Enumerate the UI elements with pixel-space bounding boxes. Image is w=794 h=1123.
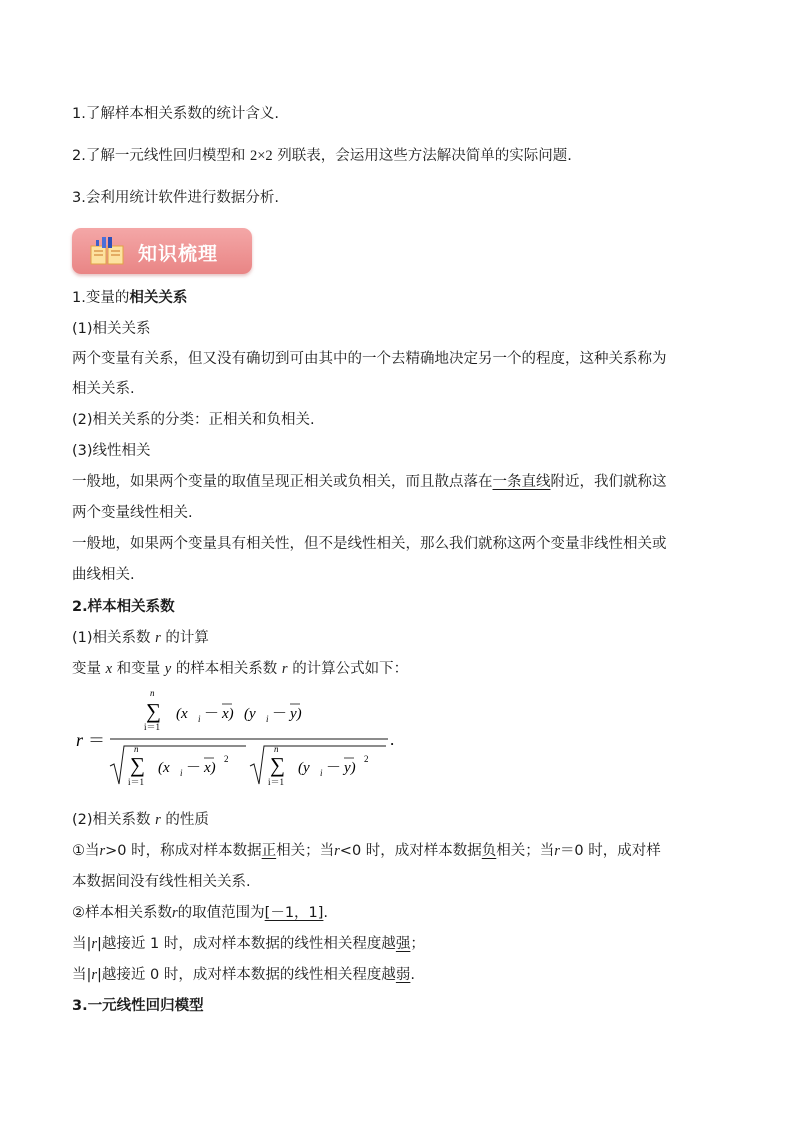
c2-r: r (172, 905, 178, 921)
s2-p2-title (72, 808, 209, 829)
c1-f: ＝0 时，成对样 (559, 843, 661, 859)
objective-2-part-a: 2.了解一元线性回归模型和 (72, 148, 246, 164)
c1-r2: r (334, 843, 340, 859)
negative-term: 负 (481, 843, 497, 859)
den1-sum-lower: i＝1 (128, 777, 145, 787)
range-value: [－1，1] (264, 905, 324, 921)
objective-2 (72, 144, 572, 165)
s1-p1-body-a: 两个变量有关系，但又没有确切到可由其中的一个去精确地决定另一个的程度，这种关系称为 (72, 351, 667, 367)
s2-p1-b: 的计算 (165, 630, 209, 646)
num-sub-i-2: i (266, 714, 269, 724)
s2-intro-b: 和变量 (116, 661, 161, 677)
num-sum-upper: n (150, 690, 155, 698)
objective-1: 1.了解样本相关系数的统计含义. (72, 106, 279, 122)
s2-p1-var: r (155, 630, 161, 646)
den2-sum: ∑ (270, 753, 285, 777)
s2-intro-a: 变量 (72, 661, 101, 677)
num-ybar: y) (290, 706, 302, 722)
den2-sum-upper: n (274, 744, 279, 754)
den1-sum: ∑ (130, 753, 145, 777)
s2-c3 (72, 932, 425, 953)
den1-term: (x (158, 760, 170, 776)
s1-p3-title: (3)线性相关 (72, 443, 151, 459)
s2-intro-x: x (105, 661, 113, 677)
banner-title: 知识梳理 (138, 243, 219, 265)
c3-r: r (91, 936, 98, 952)
den2-sum-lower: i＝1 (268, 777, 285, 787)
positive-term: 正 (261, 843, 277, 859)
s2-p1-title (72, 626, 209, 647)
objective-2-table-size: 2×2 (249, 148, 273, 164)
den1-xbar: x) (204, 760, 216, 776)
den1-sum-upper: n (134, 744, 139, 754)
s2-p1-a: (1)相关系数 (72, 630, 151, 646)
den2-sub-i: i (320, 768, 323, 778)
s2-p2-var: r (155, 812, 161, 828)
c1-b: >0 时，称成对样本数据 (105, 843, 262, 859)
c4-c: . (410, 967, 415, 983)
s1-p3-body-d: 曲线相关. (72, 567, 135, 583)
den1-minus: － (186, 760, 202, 776)
s2-heading: 2.样本相关系数 (72, 599, 175, 615)
s1-p1-title: (1)相关关系 (72, 321, 151, 337)
num-factor-2: (y (244, 706, 256, 722)
c1-a: ①当 (72, 843, 100, 859)
objective-3: 3.会利用统计软件进行数据分析. (72, 190, 279, 206)
s2-intro (72, 657, 408, 678)
c4-a: 当| (72, 967, 92, 983)
formula-lhs: r (76, 730, 84, 750)
c1-d: <0 时，成对样本数据 (339, 843, 482, 859)
formula-period: . (390, 730, 395, 749)
c1-r3: r (554, 843, 560, 859)
s1-p3-body-a2: 附近，我们就称这 (550, 474, 667, 490)
num-factor-1: (x (176, 706, 188, 722)
s2-p2-a: (2)相关系数 (72, 812, 151, 828)
c4-b: |越接近 0 时，成对样本数据的线性相关程度越 (97, 967, 396, 983)
num-minus-2: － (272, 706, 288, 722)
num-minus-1: － (204, 706, 220, 722)
num-xbar: x) (222, 706, 234, 722)
c3-b: |越接近 1 时，成对样本数据的线性相关程度越 (97, 936, 396, 952)
s2-c1-line1 (72, 839, 661, 860)
den2-sq: 2 (364, 754, 369, 764)
s3-heading: 3.一元线性回归模型 (72, 998, 204, 1014)
s2-intro-r: r (281, 661, 288, 677)
num-sub-i-1: i (198, 714, 201, 724)
den1-sq: 2 (224, 754, 229, 764)
c1-e: 相关；当 (496, 843, 555, 859)
c1-c: 相关；当 (276, 843, 335, 859)
c3-a: 当| (72, 936, 92, 952)
s2-intro-y: y (164, 661, 172, 677)
correlation-formula (76, 690, 406, 790)
c2-b: 的取值范围为 (177, 905, 265, 921)
num-sum: ∑ (146, 699, 161, 723)
s2-c2 (72, 901, 328, 922)
c4-r: r (91, 967, 98, 983)
s1-p3-body-c: 一般地，如果两个变量具有相关性，但不是线性相关，那么我们就称这两个变量非线性相关或 (72, 536, 667, 552)
objective-2-part-b: 列联表，会运用这些方法解决简单的实际问题. (277, 148, 572, 164)
section-banner (72, 228, 252, 274)
formula-eq: ＝ (88, 731, 105, 750)
s1-p2: (2)相关关系的分类：正相关和负相关. (72, 412, 315, 428)
s1-p3-body-b: 两个变量线性相关. (72, 505, 193, 521)
c1-r1: r (99, 843, 106, 859)
s1-p3-body-a (72, 470, 667, 491)
s1-heading-prefix: 1.变量的 (72, 290, 130, 306)
s1-heading (72, 286, 187, 307)
den1-sub-i: i (180, 768, 183, 778)
c2-c: . (323, 905, 329, 921)
s2-c1-line2: 本数据间没有线性相关关系. (72, 874, 251, 890)
strong-term: 强 (395, 936, 411, 952)
weak-term: 弱 (395, 967, 411, 983)
s2-p2-b: 的性质 (165, 812, 209, 828)
den2-minus: － (326, 760, 342, 776)
den2-term: (y (298, 760, 310, 776)
num-sum-lower: i＝1 (144, 722, 161, 732)
c2-a: ②样本相关系数 (72, 905, 172, 921)
s1-heading-bold: 相关关系 (129, 290, 188, 306)
open-book-icon (90, 236, 124, 266)
s2-c4 (72, 963, 415, 984)
straight-line-term: 一条直线 (492, 474, 551, 490)
s1-p3-body-a1: 一般地，如果两个变量的取值呈现正相关或负相关，而且散点落在 (72, 474, 493, 490)
s2-intro-c: 的样本相关系数 (175, 661, 278, 677)
s1-p1-body-b: 相关关系. (72, 381, 135, 397)
den2-ybar: y) (344, 760, 356, 776)
c3-c: ； (410, 936, 425, 952)
s2-intro-d: 的计算公式如下： (292, 661, 409, 677)
